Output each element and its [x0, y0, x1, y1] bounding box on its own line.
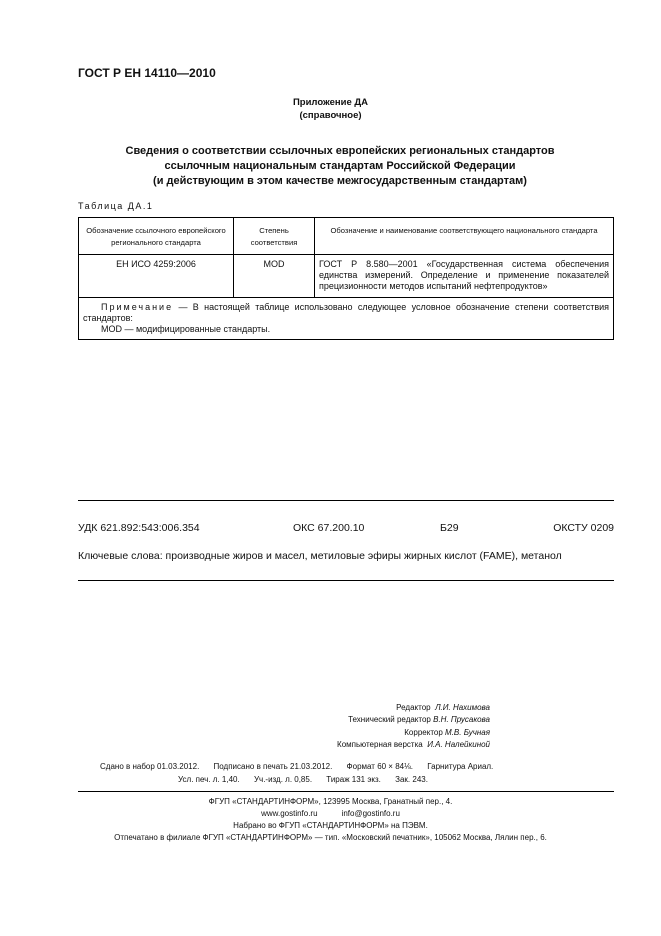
publisher-address: ФГУП «СТАНДАРТИНФОРМ», 123995 Москва, Гранатный пер., 4.	[208, 797, 453, 806]
print-sent: Сдано в набор 01.03.2012.	[100, 762, 200, 771]
credit-layout: Компьютерная верстка И.А. Налейкиной	[337, 739, 490, 749]
table-caption: Таблица ДА.1	[78, 201, 154, 211]
cell-ref-standard: ЕН ИСО 4259:2006	[79, 255, 234, 298]
divider-bottom	[78, 580, 614, 581]
note-label: Примечание	[101, 302, 174, 312]
header-degree: Степень соответствия	[234, 218, 315, 255]
heading-line-2: ссылочным национальным стандартам Российской Федерации	[164, 160, 516, 172]
header-ref-standard: Обозначение ссылочного европейского регионального стандарта	[79, 218, 234, 255]
note-text: — В настоящей таблице использовано следующее условное обозначение степени соответствия стандартов:	[83, 302, 609, 323]
table-header-row	[79, 218, 614, 255]
print-signed: Подписано в печать 21.03.2012.	[213, 762, 333, 771]
standard-code: ГОСТ Р ЕН 14110—2010	[78, 66, 216, 80]
publisher-printed: Отпечатано в филиале ФГУП «СТАНДАРТИНФОРМ» — тип. «Московский печатник», 105062 Москва, Лялин пер., 6.	[114, 833, 547, 842]
publisher-website[interactable]: www.gostinfo.ru	[261, 809, 318, 818]
credit-tech-editor: Технический редактор В.Н. Прусакова	[348, 715, 490, 725]
publisher-block	[0, 796, 661, 844]
b-code: Б29	[440, 522, 459, 534]
appendix-subtitle: (справочное)	[299, 110, 362, 121]
note-definition: MOD — модифицированные стандарты.	[101, 324, 271, 334]
publisher-email[interactable]: info@gostinfo.ru	[341, 809, 400, 818]
print-font: Гарнитура Ариал.	[427, 762, 494, 771]
publisher-contacts	[0, 808, 661, 820]
table-note	[79, 298, 614, 340]
cell-national-standard: ГОСТ Р 8.580—2001 «Государственная система обеспечения единства измерений. Определение и применение показателей прецизионности методов испытаний нефтепродуктов»	[315, 255, 614, 298]
credit-proofreader: Корректор М.В. Бучная	[404, 727, 490, 737]
oks-code: ОКС 67.200.10	[293, 522, 365, 534]
okstu-code: ОКСТУ 0209	[553, 522, 614, 534]
print-sheets: Усл. печ. л. 1,40.	[178, 775, 240, 784]
table-row	[79, 255, 614, 298]
print-run: Тираж 131 экз.	[326, 775, 381, 784]
table-note-row	[79, 298, 614, 340]
heading-line-3: (и действующим в этом качестве межгосударственным стандартам)	[153, 175, 527, 187]
publisher-typeset: Набрано во ФГУП «СТАНДАРТИНФОРМ» на ПЭВМ.	[233, 821, 428, 830]
divider-top	[78, 500, 614, 501]
keywords: Ключевые слова: производные жиров и масел, метиловые эфиры жирных кислот (FAME), метанол	[78, 550, 562, 562]
cell-degree: MOD	[234, 255, 315, 298]
print-info-line-2	[178, 775, 440, 784]
divider-publisher	[78, 791, 614, 792]
print-info-line-1	[100, 762, 505, 771]
appendix-heading	[0, 96, 661, 122]
credits-block	[200, 702, 490, 751]
appendix-title: Приложение ДА	[292, 97, 369, 108]
udk-code: УДК 621.892:543:006.354	[78, 522, 200, 534]
appendix-main-heading	[60, 144, 620, 189]
print-format: Формат 60 × 84⅛.	[346, 762, 413, 771]
credit-editor: Редактор Л.И. Нахимова	[396, 703, 490, 712]
heading-line-1: Сведения о соответствии ссылочных европейских региональных стандартов	[125, 145, 555, 157]
print-order: Зак. 243.	[395, 775, 428, 784]
correspondence-table	[78, 217, 614, 340]
header-national-standard: Обозначение и наименование соответствующего национального стандарта	[315, 218, 614, 255]
print-pub-sheets: Уч.-изд. л. 0,85.	[253, 775, 313, 784]
